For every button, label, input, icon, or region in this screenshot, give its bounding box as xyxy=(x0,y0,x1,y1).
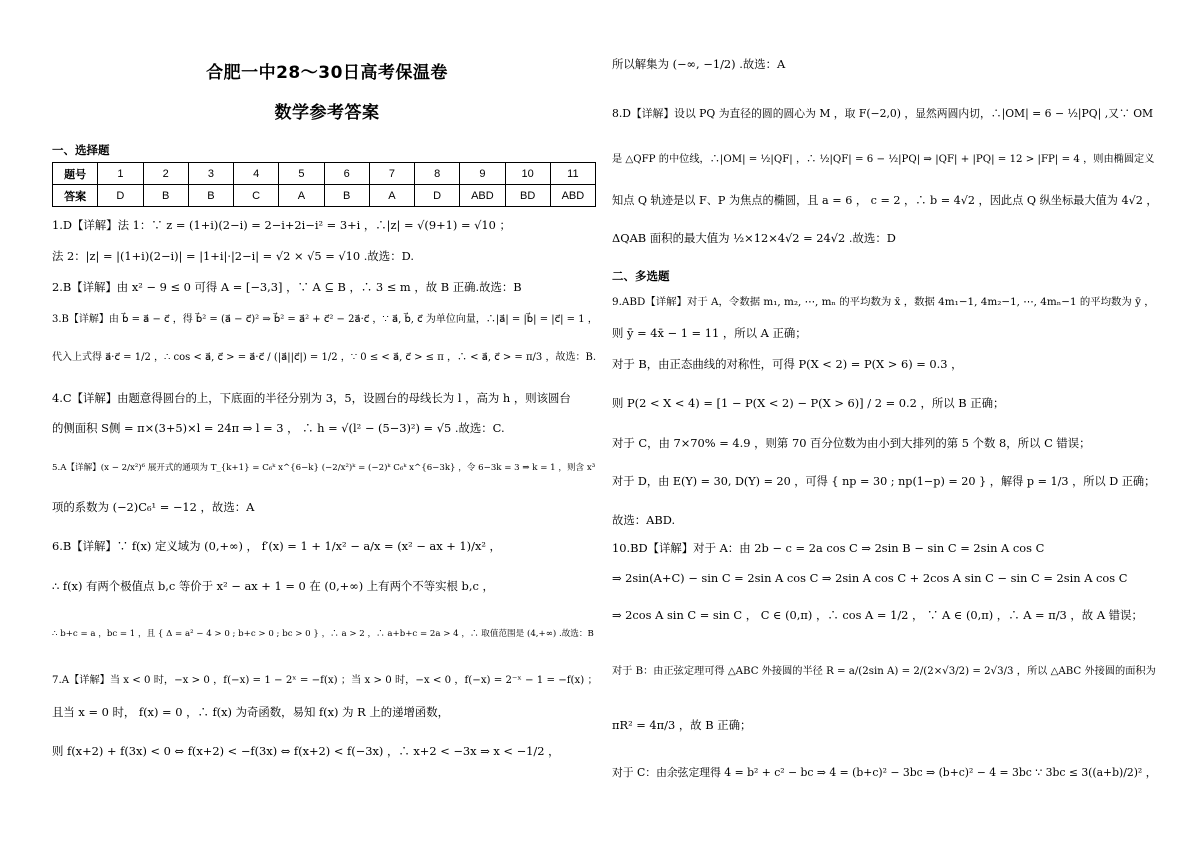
solution-line: 是 △QFP 的中位线，∴|OM| = ½|QF| ，∴ ½|QF| = 6 − ½|PQ| ⇒ |QF| + |PQ| = 12 > |FP| = 4 ，则由椭圆定义 xyxy=(612,154,1155,165)
table-cell: 2 xyxy=(143,163,188,185)
table-cell: 9 xyxy=(460,163,505,185)
table-cell: 10 xyxy=(505,163,550,185)
answer-table-answer-row xyxy=(53,185,596,207)
solution-line: ΔQAB 面积的最大值为 ½×12×4√2 = 24√2 .故选：D xyxy=(612,231,896,245)
solution-line: 法 2：|z| = |(1+i)(2−i)| = |1+i|·|2−i| = √2 × √5 = √10 .故选：D. xyxy=(52,249,414,263)
table-cell: C xyxy=(234,185,279,207)
solution-line: 知点 Q 轨迹是以 F、P 为焦点的椭圆，且 a = 6 ， c = 2 ，∴ b = 4√2 ，因此点 Q 纵坐标最大值为 4√2 ， xyxy=(612,194,1158,207)
table-cell: 5 xyxy=(279,163,324,185)
table-cell: D xyxy=(98,185,143,207)
answer-table xyxy=(52,162,596,207)
table-cell: B xyxy=(324,185,369,207)
solution-line: 对于 D，由 E(Y) = 30, D(Y) = 20 ，可得 { np = 30 ; np(1−p) = 20 } ，解得 p = 1/3 ，所以 D 正确； xyxy=(612,475,1156,488)
table-cell: 1 xyxy=(98,163,143,185)
table-cell: 7 xyxy=(369,163,414,185)
solution-line: 对于 B：由正弦定理可得 △ABC 外接圆的半径 R = a/(2sin A) = 2/(2×√3/2) = 2√3/3 ，所以 △ABC 外接圆的面积为 xyxy=(612,666,1156,677)
solution-line: 对于 B，由正态曲线的对称性，可得 P(X < 2) = P(X > 6) = 0.3 ， xyxy=(612,357,963,371)
solution-line: 代入上式得 a⃗·c⃗ = 1/2 ，∴ cos < a⃗, c⃗ > = a⃗·c⃗ / (|a⃗||c⃗|) = 1/2 ，∵ 0 ≤ < a⃗, c⃗ > ≤ π ，∴ < a⃗, c⃗ > = π/3 ，故选：B. xyxy=(52,352,596,363)
table-cell: 11 xyxy=(550,163,595,185)
solution-line: ∴ f(x) 有两个极值点 b,c 等价于 x² − ax + 1 = 0 在 (0,+∞) 上有两个不等实根 b,c ， xyxy=(52,579,494,593)
solution-line: 6.B【详解】∵ f(x) 定义域为 (0,+∞) ， f′(x) = 1 + 1/x² − a/x = (x² − ax + 1)/x² ， xyxy=(52,539,501,553)
table-cell: BD xyxy=(505,185,550,207)
page-title: 合肥一中28～30日高考保温卷 xyxy=(206,63,448,83)
solution-line: 的侧面积 S侧 = π×(3+5)×l = 24π ⇒ l = 3 ， ∴ h = √(l² − (5−3)²) = √5 .故选：C. xyxy=(52,421,505,435)
table-cell: ABD xyxy=(550,185,595,207)
solution-line: 对于 C：由余弦定理得 4 = b² + c² − bc ⇒ 4 = (b+c)² − 3bc ⇒ (b+c)² − 4 = 3bc ∵ 3bc ≤ 3((a+b)/2)² ， xyxy=(612,766,1157,779)
solution-line: 则 ȳ = 4x̄ − 1 = 11 ，所以 A 正确； xyxy=(612,326,807,340)
solution-line: 故选：ABD. xyxy=(612,513,676,527)
solution-line: 5.A【详解】(x − 2/x²)⁶ 展开式的通项为 T_{k+1} = C₆ᵏ x^{6−k} (−2/x²)ᵏ = (−2)ᵏ C₆ᵏ x^{6−3k} ，令 6−3k = 3 ⇒ k = 1 ，则含 x³ xyxy=(52,463,596,473)
solution-line: 8.D【详解】设以 PQ 为直径的圆的圆心为 M ，取 F(−2,0) ，显然两圆内切，∴|OM| = 6 − ½|PQ| ,又∵ OM xyxy=(612,107,1154,120)
table-cell: 4 xyxy=(234,163,279,185)
solution-line: ⇒ 2sin(A+C) − sin C = 2sin A cos C ⇒ 2sin A cos C + 2cos A sin C − sin C = 2sin A cos C xyxy=(612,571,1128,585)
table-cell: 6 xyxy=(324,163,369,185)
solution-line: 10.BD【详解】对于 A：由 2b − c = 2a cos C ⇒ 2sin B − sin C = 2sin A cos C xyxy=(612,541,1045,555)
section-heading-multi: 二、多选题 xyxy=(612,269,670,283)
solution-line: 3.B【详解】由 b⃗ = a⃗ − c⃗ ，得 b⃗² = (a⃗ − c⃗)² ⇒ b⃗² = a⃗² + c⃗² − 2a⃗·c⃗ ，∵ a⃗, b⃗, c⃗ 为单位向量，∴|a⃗| = |b⃗| = |c⃗| = 1 ， xyxy=(52,314,598,325)
solution-line: 4.C【详解】由题意得圆台的上，下底面的半径分别为 3，5，设圆台的母线长为 l ，高为 h ，则该圆台 xyxy=(52,391,571,405)
table-row-label: 题号 xyxy=(53,163,98,185)
solution-line: 则 P(2 < X < 4) = [1 − P(X < 2) − P(X > 6)] / 2 = 0.2 ，所以 B 正确； xyxy=(612,396,1005,410)
solution-line: 1.D【详解】法 1：∵ z = (1+i)(2−i) = 2−i+2i−i² = 3+i ，∴|z| = √(9+1) = √10 ； xyxy=(52,218,511,232)
table-cell: 8 xyxy=(415,163,460,185)
solution-line: πR² = 4π/3 ，故 B 正确； xyxy=(612,718,752,732)
solution-line: 且当 x = 0 时， f(x) = 0 ，∴ f(x) 为奇函数，易知 f(x) 为 R 上的递增函数， xyxy=(52,705,450,719)
solution-line: 项的系数为 (−2)C₆¹ = −12 ，故选：A xyxy=(52,500,255,514)
solution-line: 9.ABD【详解】对于 A，令数据 m₁, m₂, ⋯, mₙ 的平均数为 x̄ ，数据 4m₁−1, 4m₂−1, ⋯, 4mₙ−1 的平均数为 ȳ ， xyxy=(612,296,1155,308)
table-cell: ABD xyxy=(460,185,505,207)
table-cell: D xyxy=(415,185,460,207)
solution-line: 所以解集为 (−∞, −1/2) .故选：A xyxy=(612,57,786,71)
page-subtitle: 数学参考答案 xyxy=(274,103,380,123)
table-row-label: 答案 xyxy=(53,185,98,207)
solution-line: 对于 C，由 7×70% = 4.9 ，则第 70 百分位数为由小到大排列的第 5 个数 8，所以 C 错误； xyxy=(612,436,1091,450)
table-cell: 3 xyxy=(188,163,233,185)
table-cell: B xyxy=(143,185,188,207)
solution-line: 则 f(x+2) + f(3x) < 0 ⇔ f(x+2) < −f(3x) ⇔ f(x+2) < f(−3x) ，∴ x+2 < −3x ⇒ x < −1/2 ， xyxy=(52,744,560,758)
solution-line: ∴ b+c = a ，bc = 1 ，且 { Δ = a² − 4 > 0 ; b+c > 0 ; bc > 0 } ，∴ a > 2 ，∴ a+b+c = 2a > 4 ，∴ 取值范围是 (4,+∞) .故选：B xyxy=(52,629,594,639)
solution-line: 2.B【详解】由 x² − 9 ≤ 0 可得 A = [−3,3] ，∵ A ⊆ B ，∴ 3 ≤ m ，故 B 正确.故选：B xyxy=(52,280,522,294)
table-cell: A xyxy=(369,185,414,207)
table-cell: B xyxy=(188,185,233,207)
section-heading-choice: 一、选择题 xyxy=(52,143,110,157)
solution-line: ⇒ 2cos A sin C = sin C ， C ∈ (0,π) ，∴ cos A = 1/2 ， ∵ A ∈ (0,π) ，∴ A = π/3 ，故 A 错误； xyxy=(612,608,1143,622)
solution-line: 7.A【详解】当 x < 0 时，−x > 0 ，f(−x) = 1 − 2ˣ = −f(x) ；当 x > 0 时，−x < 0 ，f(−x) = 2⁻ˣ − 1 = −f(x) ； xyxy=(52,675,598,686)
table-cell: A xyxy=(279,185,324,207)
answer-table-number-row xyxy=(53,163,596,185)
